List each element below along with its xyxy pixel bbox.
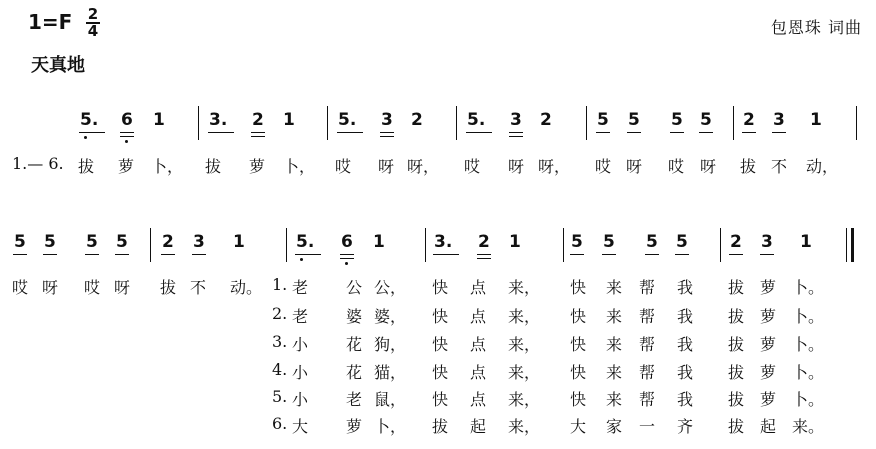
lyric-syllable: 萝 <box>760 390 777 409</box>
lyric-syllable: 小 <box>292 335 309 354</box>
lyric-syllable: 公 <box>346 278 363 297</box>
bar-line <box>586 106 587 140</box>
lyric-syllable: 起 <box>760 417 777 436</box>
note: 5 <box>671 110 683 130</box>
note: 2 <box>252 110 264 130</box>
note: 3 <box>193 232 205 252</box>
verse-number: 3. <box>272 332 288 351</box>
note: 1 <box>373 232 385 252</box>
underline <box>192 254 206 255</box>
underline <box>251 132 265 133</box>
lyric-syllable: 我 <box>677 335 694 354</box>
note: 5 <box>628 110 640 130</box>
note: 1 <box>509 232 521 252</box>
lyric-syllable: 快 <box>432 335 449 354</box>
lyric-syllable: 点 <box>470 390 487 409</box>
underline <box>729 254 743 255</box>
lyric-syllable: 我 <box>677 278 694 297</box>
verse-number: 4. <box>272 360 288 379</box>
note: 1 <box>153 110 165 130</box>
lyric-syllable: 小 <box>292 363 309 382</box>
underline <box>380 136 394 137</box>
lyric-syllable: 来。 <box>792 417 825 436</box>
lyric-syllable: 呀 <box>378 157 395 176</box>
lyric-syllable: 我 <box>677 390 694 409</box>
lyric-syllable: 一 <box>639 417 656 436</box>
lyric-syllable: 快 <box>570 307 587 326</box>
lyric-syllable: 哎 <box>84 278 101 297</box>
bar-line <box>733 106 734 140</box>
lyric-syllable: 呀 <box>114 278 131 297</box>
note: 3 <box>761 232 773 252</box>
lyric-syllable: 拔 <box>432 417 449 436</box>
note: 3. <box>434 232 453 252</box>
lyric-syllable: 来 <box>606 390 623 409</box>
note: 2 <box>162 232 174 252</box>
lyric-syllable: 卜， <box>374 417 407 436</box>
note: 3. <box>209 110 228 130</box>
lyric-syllable: 点 <box>470 307 487 326</box>
bar-line <box>425 228 426 262</box>
verse-number: 1.— 6. <box>12 154 64 173</box>
note: 1 <box>800 232 812 252</box>
underline <box>570 254 584 255</box>
underline <box>742 132 756 133</box>
lyric-syllable: 卜。 <box>792 307 825 326</box>
underline <box>772 132 786 133</box>
bar-line <box>846 228 847 262</box>
lyric-syllable: 公， <box>374 278 407 297</box>
lyric-syllable: 来， <box>508 278 541 297</box>
underline <box>85 254 99 255</box>
lyric-syllable: 拔 <box>728 417 745 436</box>
bar-line <box>856 106 857 140</box>
lyric-syllable: 呀 <box>700 157 717 176</box>
lyric-syllable: 快 <box>432 278 449 297</box>
note: 1 <box>283 110 295 130</box>
underline <box>509 136 523 137</box>
underline <box>251 136 265 137</box>
lyric-syllable: 萝 <box>760 307 777 326</box>
octave-dot-below <box>84 136 87 139</box>
note: 5 <box>700 110 712 130</box>
underline <box>161 254 175 255</box>
lyric-syllable: 萝 <box>249 157 266 176</box>
lyric-syllable: 呀 <box>42 278 59 297</box>
note: 5. <box>338 110 357 130</box>
underline <box>602 254 616 255</box>
lyric-syllable: 呀， <box>538 157 571 176</box>
lyric-syllable: 哎 <box>12 278 29 297</box>
lyric-syllable: 卜， <box>151 157 184 176</box>
note: 2 <box>411 110 423 130</box>
lyric-syllable: 我 <box>677 307 694 326</box>
lyric-syllable: 卜。 <box>792 363 825 382</box>
note: 3 <box>773 110 785 130</box>
underline <box>645 254 659 255</box>
lyric-syllable: 拔 <box>728 390 745 409</box>
bar-line <box>286 228 287 262</box>
lyric-syllable: 帮 <box>639 278 656 297</box>
underline <box>596 132 610 133</box>
key-signature: 1=F <box>28 10 73 34</box>
lyric-syllable: 快 <box>432 307 449 326</box>
lyric-syllable: 婆， <box>374 307 407 326</box>
lyric-syllable: 帮 <box>639 307 656 326</box>
lyric-syllable: 家 <box>606 417 623 436</box>
lyric-syllable: 哎 <box>595 157 612 176</box>
lyric-syllable: 不 <box>771 157 788 176</box>
bar-line <box>720 228 721 262</box>
octave-dot-below <box>345 262 348 265</box>
underline <box>509 132 523 133</box>
lyric-syllable: 哎 <box>464 157 481 176</box>
lyric-syllable: 快 <box>570 390 587 409</box>
note: 5. <box>80 110 99 130</box>
lyric-syllable: 老 <box>346 390 363 409</box>
lyric-syllable: 来， <box>508 335 541 354</box>
note: 6 <box>121 110 133 130</box>
lyric-syllable: 帮 <box>639 335 656 354</box>
lyric-syllable: 花 <box>346 363 363 382</box>
octave-dot-below <box>300 258 303 261</box>
lyric-syllable: 拔 <box>78 157 95 176</box>
verse-number: 5. <box>272 387 288 406</box>
bar-line <box>456 106 457 140</box>
lyric-syllable: 来 <box>606 363 623 382</box>
underline <box>340 254 354 255</box>
lyric-syllable: 拔 <box>728 363 745 382</box>
underline <box>340 258 354 259</box>
underline <box>699 132 713 133</box>
underline <box>208 132 234 133</box>
lyric-syllable: 来 <box>606 335 623 354</box>
lyric-syllable: 拔 <box>728 335 745 354</box>
composer-credit: 包恩珠 词曲 <box>770 18 862 37</box>
note: 2 <box>540 110 552 130</box>
lyric-syllable: 哎 <box>335 157 352 176</box>
lyric-syllable: 帮 <box>639 390 656 409</box>
lyric-syllable: 快 <box>570 363 587 382</box>
lyric-syllable: 来， <box>508 307 541 326</box>
lyric-syllable: 动。 <box>230 278 263 297</box>
lyric-syllable: 起 <box>470 417 487 436</box>
lyric-syllable: 来 <box>606 307 623 326</box>
time-signature-bottom: 4 <box>87 22 99 40</box>
lyric-syllable: 萝 <box>760 363 777 382</box>
underline <box>120 136 134 137</box>
note: 6 <box>341 232 353 252</box>
underline <box>466 132 492 133</box>
lyric-syllable: 快 <box>570 335 587 354</box>
underline <box>627 132 641 133</box>
note: 5 <box>571 232 583 252</box>
bar-line <box>327 106 328 140</box>
final-bar-line <box>851 228 854 262</box>
underline <box>380 132 394 133</box>
lyric-syllable: 来， <box>508 363 541 382</box>
note: 5. <box>296 232 315 252</box>
note: 2 <box>743 110 755 130</box>
lyric-syllable: 点 <box>470 335 487 354</box>
lyric-syllable: 来 <box>606 278 623 297</box>
note: 5 <box>44 232 56 252</box>
note: 1 <box>233 232 245 252</box>
lyric-syllable: 卜。 <box>792 390 825 409</box>
lyric-syllable: 大 <box>570 417 587 436</box>
underline <box>120 132 134 133</box>
underline <box>79 132 105 133</box>
lyric-syllable: 婆 <box>346 307 363 326</box>
verse-number: 1. <box>272 275 288 294</box>
lyric-syllable: 呀 <box>626 157 643 176</box>
underline <box>295 254 321 255</box>
lyric-syllable: 拔 <box>728 307 745 326</box>
lyric-syllable: 拔 <box>205 157 222 176</box>
note: 5 <box>597 110 609 130</box>
lyric-syllable: 来， <box>508 390 541 409</box>
note: 2 <box>730 232 742 252</box>
underline <box>337 132 363 133</box>
lyric-syllable: 拔 <box>740 157 757 176</box>
lyric-syllable: 齐 <box>677 417 694 436</box>
underline <box>760 254 774 255</box>
verse-number: 6. <box>272 414 288 433</box>
lyric-syllable: 呀 <box>508 157 525 176</box>
lyric-syllable: 萝 <box>760 335 777 354</box>
lyric-syllable: 卜。 <box>792 335 825 354</box>
underline <box>13 254 27 255</box>
bar-line <box>563 228 564 262</box>
underline <box>675 254 689 255</box>
note: 3 <box>381 110 393 130</box>
octave-dot-below <box>125 140 128 143</box>
note: 2 <box>478 232 490 252</box>
note: 5 <box>86 232 98 252</box>
note: 5 <box>646 232 658 252</box>
lyric-syllable: 点 <box>470 363 487 382</box>
lyric-syllable: 快 <box>432 363 449 382</box>
lyric-syllable: 哎 <box>668 157 685 176</box>
underline <box>433 254 459 255</box>
lyric-syllable: 快 <box>432 390 449 409</box>
lyric-syllable: 卜。 <box>792 278 825 297</box>
verse-number: 2. <box>272 304 288 323</box>
lyric-syllable: 老 <box>292 278 309 297</box>
lyric-syllable: 萝 <box>118 157 135 176</box>
lyric-syllable: 萝 <box>346 417 363 436</box>
lyric-syllable: 拔 <box>160 278 177 297</box>
underline <box>670 132 684 133</box>
underline <box>477 254 491 255</box>
lyric-syllable: 小 <box>292 390 309 409</box>
note: 5. <box>467 110 486 130</box>
note: 5 <box>14 232 26 252</box>
lyric-syllable: 猫， <box>374 363 407 382</box>
lyric-syllable: 鼠， <box>374 390 407 409</box>
bar-line <box>198 106 199 140</box>
time-signature-top: 2 <box>87 5 99 23</box>
lyric-syllable: 来， <box>508 417 541 436</box>
note: 5 <box>116 232 128 252</box>
lyric-syllable: 呀， <box>407 157 440 176</box>
note: 1 <box>810 110 822 130</box>
note: 3 <box>510 110 522 130</box>
note: 5 <box>676 232 688 252</box>
lyric-syllable: 我 <box>677 363 694 382</box>
lyric-syllable: 大 <box>292 417 309 436</box>
lyric-syllable: 快 <box>570 278 587 297</box>
lyric-syllable: 萝 <box>760 278 777 297</box>
tempo-marking: 天真地 <box>31 55 85 76</box>
underline <box>477 258 491 259</box>
bar-line <box>150 228 151 262</box>
lyric-syllable: 不 <box>190 278 207 297</box>
lyric-syllable: 老 <box>292 307 309 326</box>
lyric-syllable: 动， <box>806 157 839 176</box>
lyric-syllable: 狗， <box>374 335 407 354</box>
lyric-syllable: 花 <box>346 335 363 354</box>
lyric-syllable: 帮 <box>639 363 656 382</box>
lyric-syllable: 卜， <box>283 157 316 176</box>
underline <box>115 254 129 255</box>
time-signature <box>86 5 100 40</box>
note: 5 <box>603 232 615 252</box>
lyric-syllable: 点 <box>470 278 487 297</box>
underline <box>43 254 57 255</box>
lyric-syllable: 拔 <box>728 278 745 297</box>
